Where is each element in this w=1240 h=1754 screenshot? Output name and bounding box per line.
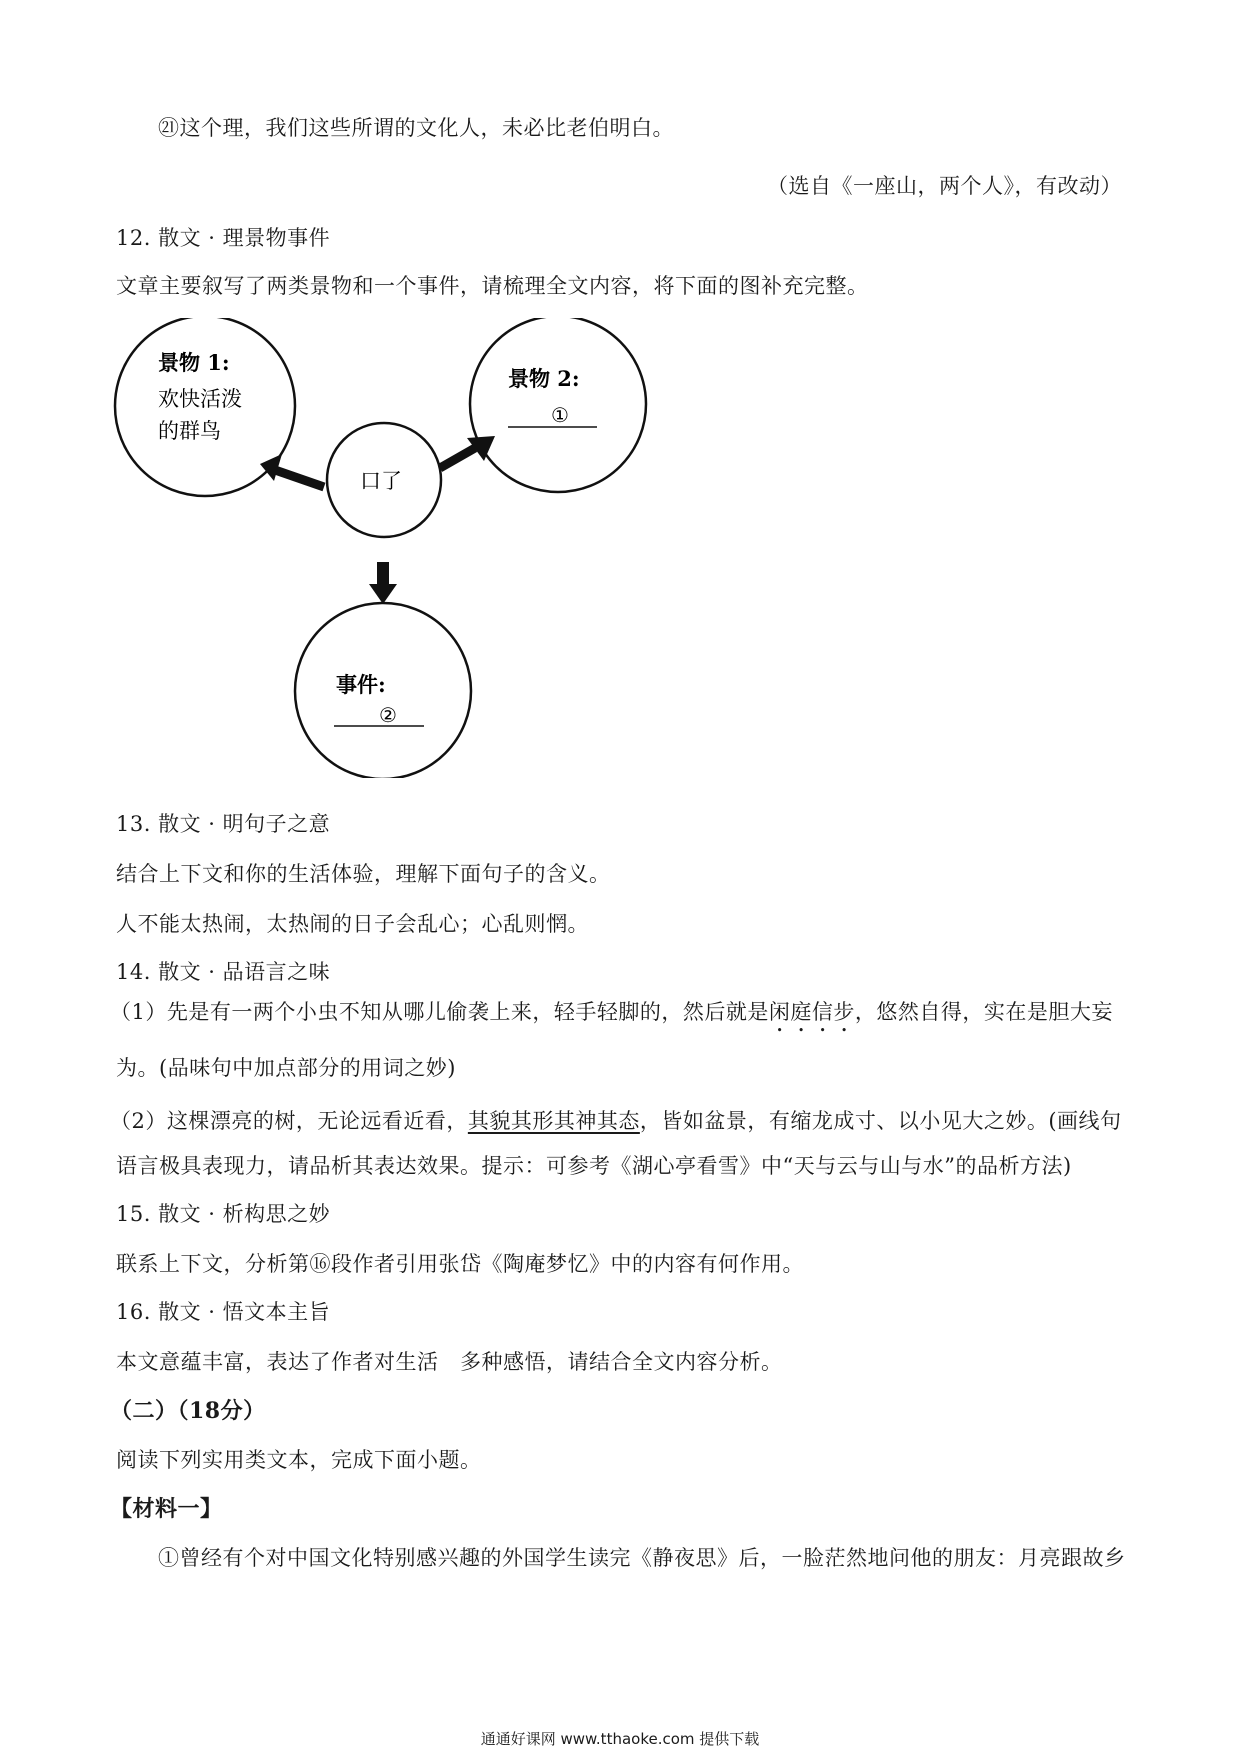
q15-title: 15. 散文 · 析构思之妙 [116, 1202, 331, 1226]
scene1-text-line2: 的群鸟 [158, 419, 221, 443]
arrow-to-scene1 [260, 454, 324, 487]
q14-part2-text-b: ，皆如盆景，有缩龙成寸、以小见大之妙。(画线句 [639, 1109, 1122, 1133]
scene1-label: 景物 1: [158, 350, 230, 375]
q14-part2-line2: 语言极具表现力，请品析其表达效果。提示：可参考《湖心亭看雪》中“天与云与山与水”的品析方法) [116, 1154, 1072, 1178]
page-footer: 通通好课网 www.tthaoke.com 提供下载 [480, 1730, 760, 1748]
arrow-to-scene2 [440, 436, 495, 468]
scene1-text-line1: 欢快活泼 [158, 387, 242, 411]
event-blank-marker: ② [379, 703, 397, 727]
q13-prompt: 结合上下文和你的生活体验，理解下面句子的含义。 [116, 862, 611, 886]
q16-prompt: 本文意蕴丰富，表达了作者对生活 多种感悟，请结合全文内容分析。 [116, 1350, 783, 1374]
q14-part2-line1 [110, 1105, 1122, 1135]
center-text: 口了 [360, 469, 402, 493]
q15-prompt: 联系上下文，分析第⑯段作者引用张岱《陶庵梦忆》中的内容有何作用。 [116, 1252, 804, 1276]
section2-prompt: 阅读下列实用类文本，完成下面小题。 [116, 1448, 482, 1472]
q14-part1-line1 [110, 996, 1113, 1037]
q16-title: 16. 散文 · 悟文本主旨 [116, 1300, 331, 1324]
section2-title: （二）（18分） [110, 1398, 266, 1424]
q12-prompt: 文章主要叙写了两类景物和一个事件，请梳理全文内容，将下面的图补充完整。 [116, 274, 869, 298]
material1-heading: 【材料一】 [110, 1496, 223, 1522]
passage-source: （选自《一座山，两个人》，有改动） [767, 174, 1122, 198]
q12-title: 12. 散文 · 理景物事件 [116, 226, 331, 250]
arrow-to-event [369, 562, 397, 604]
q14-title: 14. 散文 · 品语言之味 [116, 960, 331, 984]
q14-part1-line2: 为。(品味句中加点部分的用词之妙) [116, 1056, 456, 1080]
event-label: 事件: [336, 672, 386, 697]
q14-part1-text-b: ，悠然自得，实在是胆大妄 [854, 1000, 1113, 1024]
q14-part2-text-a: （2）这棵漂亮的树，无论远看近看， [110, 1109, 468, 1133]
material1-paragraph-1: ①曾经有个对中国文化特别感兴趣的外国学生读完《静夜思》后，一脸茫然地问他的朋友：月亮跟故乡 [158, 1546, 1126, 1570]
q14-part1-text-a: （1）先是有一两个小虫不知从哪儿偷袭上来，轻手轻脚的，然后就是 [110, 1000, 769, 1024]
q14-part1-dotted-words: 闲庭信步 [768, 1000, 855, 1024]
q13-title: 13. 散文 · 明句子之意 [116, 812, 331, 836]
content-diagram [100, 318, 660, 778]
scene2-blank-marker: ① [551, 403, 569, 427]
q13-sentence: 人不能太热闹，太热闹的日子会乱心；心乱则惘。 [116, 912, 589, 936]
scene2-label: 景物 2: [508, 366, 580, 391]
q14-part2-underlined-words: 其貌其形其神其态 [467, 1109, 640, 1133]
passage-paragraph-21: ㉑这个理，我们这些所谓的文化人，未必比老伯明白。 [158, 116, 674, 140]
